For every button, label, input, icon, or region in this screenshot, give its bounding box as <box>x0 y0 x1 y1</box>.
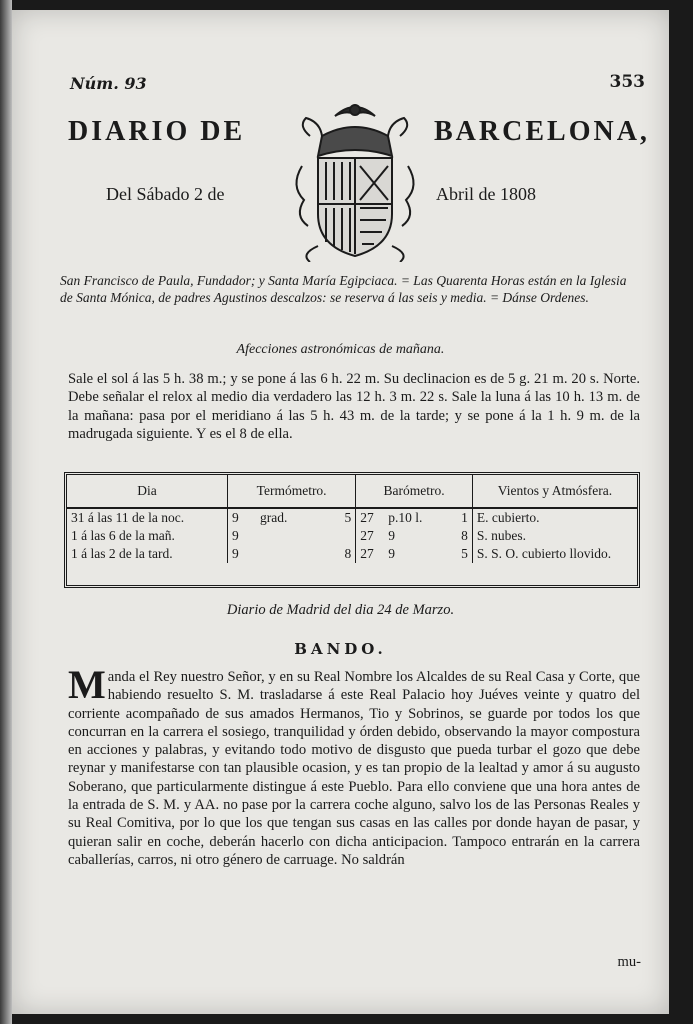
bando-text: anda el Rey nuestro Señor, y en su Real Nombre los Alcaldes de su Real Casa y Corte, que habiendo resuelto S. M. trasladarse á este Real Palacio hoy Juéves veinte y quatro del corriente acompañado de sus amados Hermanos, Tio y Sobrinos, se guarde por todos los que concurran en la carrera el sosiego, tranquilidad y órden debido, observando la mayor compostura en acciones y palabras, y evitando todo motivo de disgusto que pueda turbar el gozo que debe reynar y manifestarse con tan plausible ocasion, y es tan propio de la lealtad y amor á su augusto Soberano, que particularmente distingue á este Pueblo. Para ello conviene que una hora antes de la entrada de S. M. y AA. no pase por la carrera coche alguno, salvo los de las Personas Reales y su Real Comitiva, por lo que los que tengan sus casas en las calles por donde hayan de pasar, y quieran salir en coche, deberán hacerlo con dicha anticipacion. Tampoco entrarán en la carrera caballerías, carros, ni otro género de carruage. No saldrán <box>68 669 640 868</box>
cell-temp-grados: 9 <box>232 510 239 525</box>
cell-baro-fraccion: 5 <box>449 545 472 563</box>
page-number: 353 <box>609 72 645 92</box>
cell-dia: 1 á las 6 de la mañ. <box>67 527 228 545</box>
cell-temp-unit <box>256 527 326 545</box>
cell-temp-unit <box>256 545 326 563</box>
table-row <box>67 508 637 527</box>
book-spine <box>0 0 12 1024</box>
cell-baro-lineas: 9 <box>388 546 395 561</box>
cell-viento: S. S. O. cubierto llovido. <box>476 546 612 561</box>
madrid-heading: Diario de Madrid del dia 24 de Marzo. <box>226 602 455 618</box>
cell-baro-pulgadas: 27 <box>360 546 374 561</box>
weather-table <box>64 472 640 588</box>
table-row <box>67 527 637 545</box>
cell-baro-lineas: 9 <box>388 528 395 543</box>
newspaper-page <box>12 10 669 1014</box>
drop-cap: M <box>68 662 106 707</box>
coat-of-arms-icon <box>280 96 430 262</box>
col-header-vientos: Vientos y Atmósfera. <box>472 475 637 508</box>
cell-viento: S. nubes. <box>476 528 527 543</box>
cell-viento: E. cubierto. <box>476 510 540 525</box>
cell-temp-fraccion: 5 <box>326 508 356 527</box>
cell-baro-pulgadas: 27 <box>360 528 374 543</box>
cell-temp-grados: 9 <box>232 528 239 543</box>
cell-temp-unit: grad. <box>260 510 288 525</box>
table-header-row <box>67 475 637 508</box>
saints-of-the-day: San Francisco de Paula, Fundador; y Santa María Egipciaca. = Las Quarenta Horas están en la Iglesia de Santa Mónica, de padres Agustinos descalzos: se reserva á las seis y media. = Dánse Ordenes. <box>60 273 627 305</box>
masthead-left: DIARIO DE <box>68 116 246 147</box>
date-line-right: Abril de 1808 <box>436 184 536 204</box>
bando-body <box>68 662 640 869</box>
bando-title: BANDO. <box>294 640 387 658</box>
col-header-termometro: Termómetro. <box>228 475 356 508</box>
astro-heading: Afecciones astronómicas de mañana. <box>236 342 445 357</box>
table-row <box>67 545 637 563</box>
col-header-barometro: Barómetro. <box>356 475 473 508</box>
cell-temp-fraccion: 8 <box>326 545 356 563</box>
cell-temp-grados: 9 <box>232 546 239 561</box>
cell-baro-pulgadas: 27 <box>360 510 374 525</box>
masthead-right: BARCELONA, <box>434 116 650 147</box>
cell-dia: 31 á las 11 de la noc. <box>67 508 228 527</box>
cell-baro-fraccion: 1 <box>449 508 472 527</box>
cell-dia: 1 á las 2 de la tard. <box>67 545 228 563</box>
cell-temp-fraccion <box>326 527 356 545</box>
cell-baro-fraccion: 8 <box>449 527 472 545</box>
date-line-left: Del Sábado 2 de <box>106 184 225 204</box>
cell-baro-lineas: p.10 l. <box>388 510 423 525</box>
col-header-dia: Dia <box>67 475 228 508</box>
issue-number: Núm. 93 <box>70 74 147 93</box>
astro-paragraph: Sale el sol á las 5 h. 38 m.; y se pone á las 6 h. 22 m. Su declinacion es de 5 g. 21 m. 20 s. Norte. Debe señalar el relox al medio dia verdadero las 12 h. 3 m. 22 s. Sale la luna á las 10 h. 13 m. de la mañana: pasa por el meridiano á las 5 h. 43 m. de la tarde; y se pone á la 1 h. 9 m. de la madrugada siguiente. Y es el 8 de ella. <box>68 371 640 442</box>
catchword: mu- <box>617 954 641 970</box>
